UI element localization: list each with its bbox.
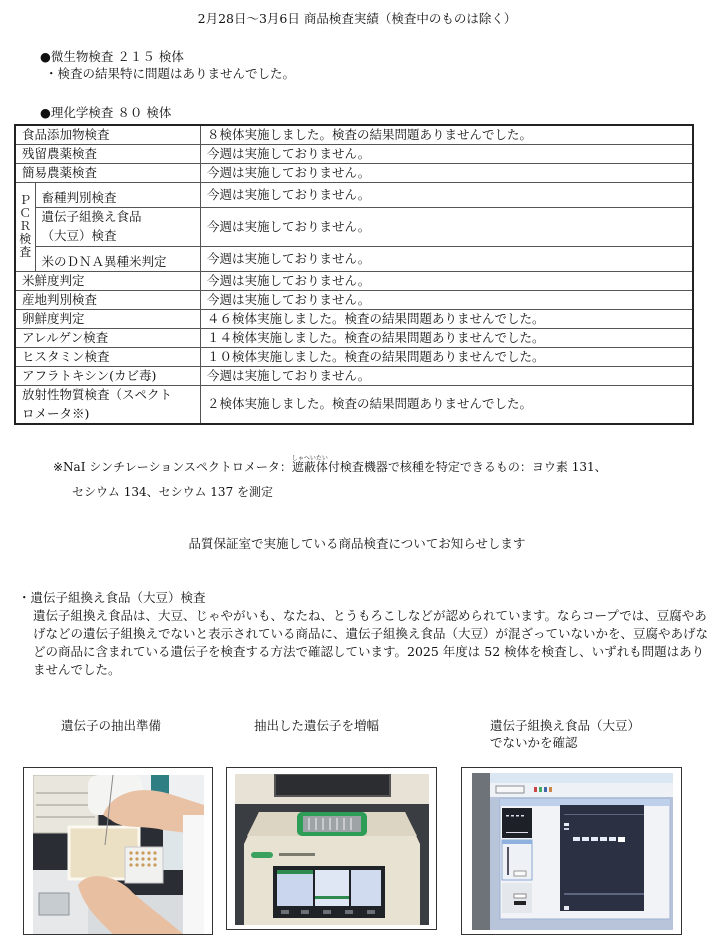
row-label: 残留農薬検査 [15, 144, 201, 163]
table-row [15, 144, 693, 163]
dna-extraction-photo [33, 775, 204, 934]
gmo-body: 遺伝子組換え食品は、大豆、じゃやがいも、なたね、とうもろこしなどが認められています。ならコープでは、豆腐やあげなどの遺伝子組換えでないと表示されている商品に、遺伝子組換え食品（大豆）が混ざっていないかを、豆腐やあげなどの商品に含まれている遺伝子を検査する方法で確認しています。2025 年度は 52 検体を検査し、いずれも問題はありませんでした。 [33, 608, 709, 677]
row-label-line2: （大豆）検査 [41, 228, 117, 243]
pcr-group-label [15, 182, 35, 271]
row-result: 今週は実施しておりません。 [201, 271, 694, 290]
row-label: アレルゲン検査 [15, 328, 201, 347]
footnote-suffix: 付検査機器で核種を特定できるもの：ヨウ素 131、 [327, 460, 607, 474]
row-result: ８検体実施しました。検査の結果問題ありませんでした。 [201, 125, 694, 144]
photo-caption-3-line2: でないかを確認 [490, 735, 578, 750]
row-label: アフラトキシン(カビ毒) [15, 366, 201, 385]
pcr-group-text: Ｐ Ｃ Ｒ 検 査 [19, 193, 32, 259]
row-label: ヒスタミン検査 [15, 347, 201, 366]
row-label: 畜種判別検査 [35, 182, 200, 207]
row-result: １０検体実施しました。検査の結果問題ありませんでした。 [201, 347, 694, 366]
photo-frame-amplification [226, 767, 437, 930]
footnote-line2: セシウム 134、セシウム 137 を測定 [72, 485, 274, 499]
gmo-heading: ・遺伝子組換え食品（大豆）検査 [18, 590, 206, 605]
thermal-cycler-photo [235, 774, 429, 925]
row-result: 今週は実施しておりません。 [201, 163, 694, 182]
row-result: 今週は実施しておりません。 [201, 182, 694, 207]
footnote-line1 [53, 455, 607, 475]
row-result: ２検体実施しました。検査の結果問題ありませんでした。 [201, 385, 694, 424]
photo-caption-2: 抽出した遺伝子を増幅 [254, 718, 380, 733]
row-label: 産地判別検査 [15, 290, 201, 309]
thermal-cycler-image [235, 774, 429, 925]
physchem-heading: ●理化学検査 ８０ 検体 [40, 105, 172, 120]
ruby-word [291, 455, 328, 475]
gel-electrophoresis-screen-photo [472, 773, 673, 930]
photo-caption-3-line1: 遺伝子組換え食品（大豆） [490, 718, 641, 733]
micro-heading: ●微生物検査 ２１５ 検体 [40, 49, 184, 64]
row-label [35, 207, 200, 246]
photo-caption-3 [490, 717, 640, 751]
ruby-base: 遮蔽体 [291, 460, 328, 474]
table-row [15, 366, 693, 385]
row-label-line2: ロメータ※) [22, 405, 90, 421]
table-row [15, 182, 693, 207]
row-result: 今週は実施しておりません。 [201, 290, 694, 309]
row-result: ４６検体実施しました。検査の結果問題ありませんでした。 [201, 309, 694, 328]
table-row [15, 246, 693, 271]
table-row [15, 125, 693, 144]
row-result: 今週は実施しておりません。 [201, 246, 694, 271]
row-result: 今週は実施しておりません。 [201, 207, 694, 246]
table-row [15, 385, 693, 424]
photo-frame-extraction [23, 767, 213, 935]
row-label: 米鮮度判定 [15, 271, 201, 290]
table-row [15, 163, 693, 182]
row-label-line1: 遺伝子組換え食品 [41, 209, 142, 224]
table-row [15, 347, 693, 366]
gmo-section [18, 589, 714, 679]
micro-result: ・検査の結果特に問題はありませんでした。 [45, 66, 296, 81]
table-row [15, 328, 693, 347]
gel-screen-image [472, 773, 673, 930]
footnote-prefix: ※NaI シンチレーションスペクトロメータ： [53, 460, 292, 474]
results-table [14, 124, 694, 425]
row-label: 米のＤＮＡ異種米判定 [35, 246, 200, 271]
photo-caption-1: 遺伝子の抽出準備 [61, 718, 162, 733]
table-row [15, 271, 693, 290]
dna-extraction-image [33, 775, 204, 934]
row-label: 食品添加物検査 [15, 125, 201, 144]
row-label-line1: 放射性物質検査（スペクト [22, 386, 173, 402]
row-result: 今週は実施しておりません。 [201, 144, 694, 163]
table-row [15, 309, 693, 328]
row-label: 簡易農薬検査 [15, 163, 201, 182]
photo-frame-confirmation [461, 767, 682, 935]
page-title: 2月28日～3月6日 商品検査実績（検査中のものは除く） [197, 11, 517, 26]
notice-title: 品質保証室で実施している商品検査についてお知らせします [188, 536, 526, 551]
row-label: 卵鮮度判定 [15, 309, 201, 328]
row-result: 今週は実施しておりません。 [201, 366, 694, 385]
table-row [15, 207, 693, 246]
row-label [15, 385, 201, 424]
row-result: １４検体実施しました。検査の結果問題ありませんでした。 [201, 328, 694, 347]
ruby-reading: しゃへいたい [291, 455, 328, 462]
table-row [15, 290, 693, 309]
